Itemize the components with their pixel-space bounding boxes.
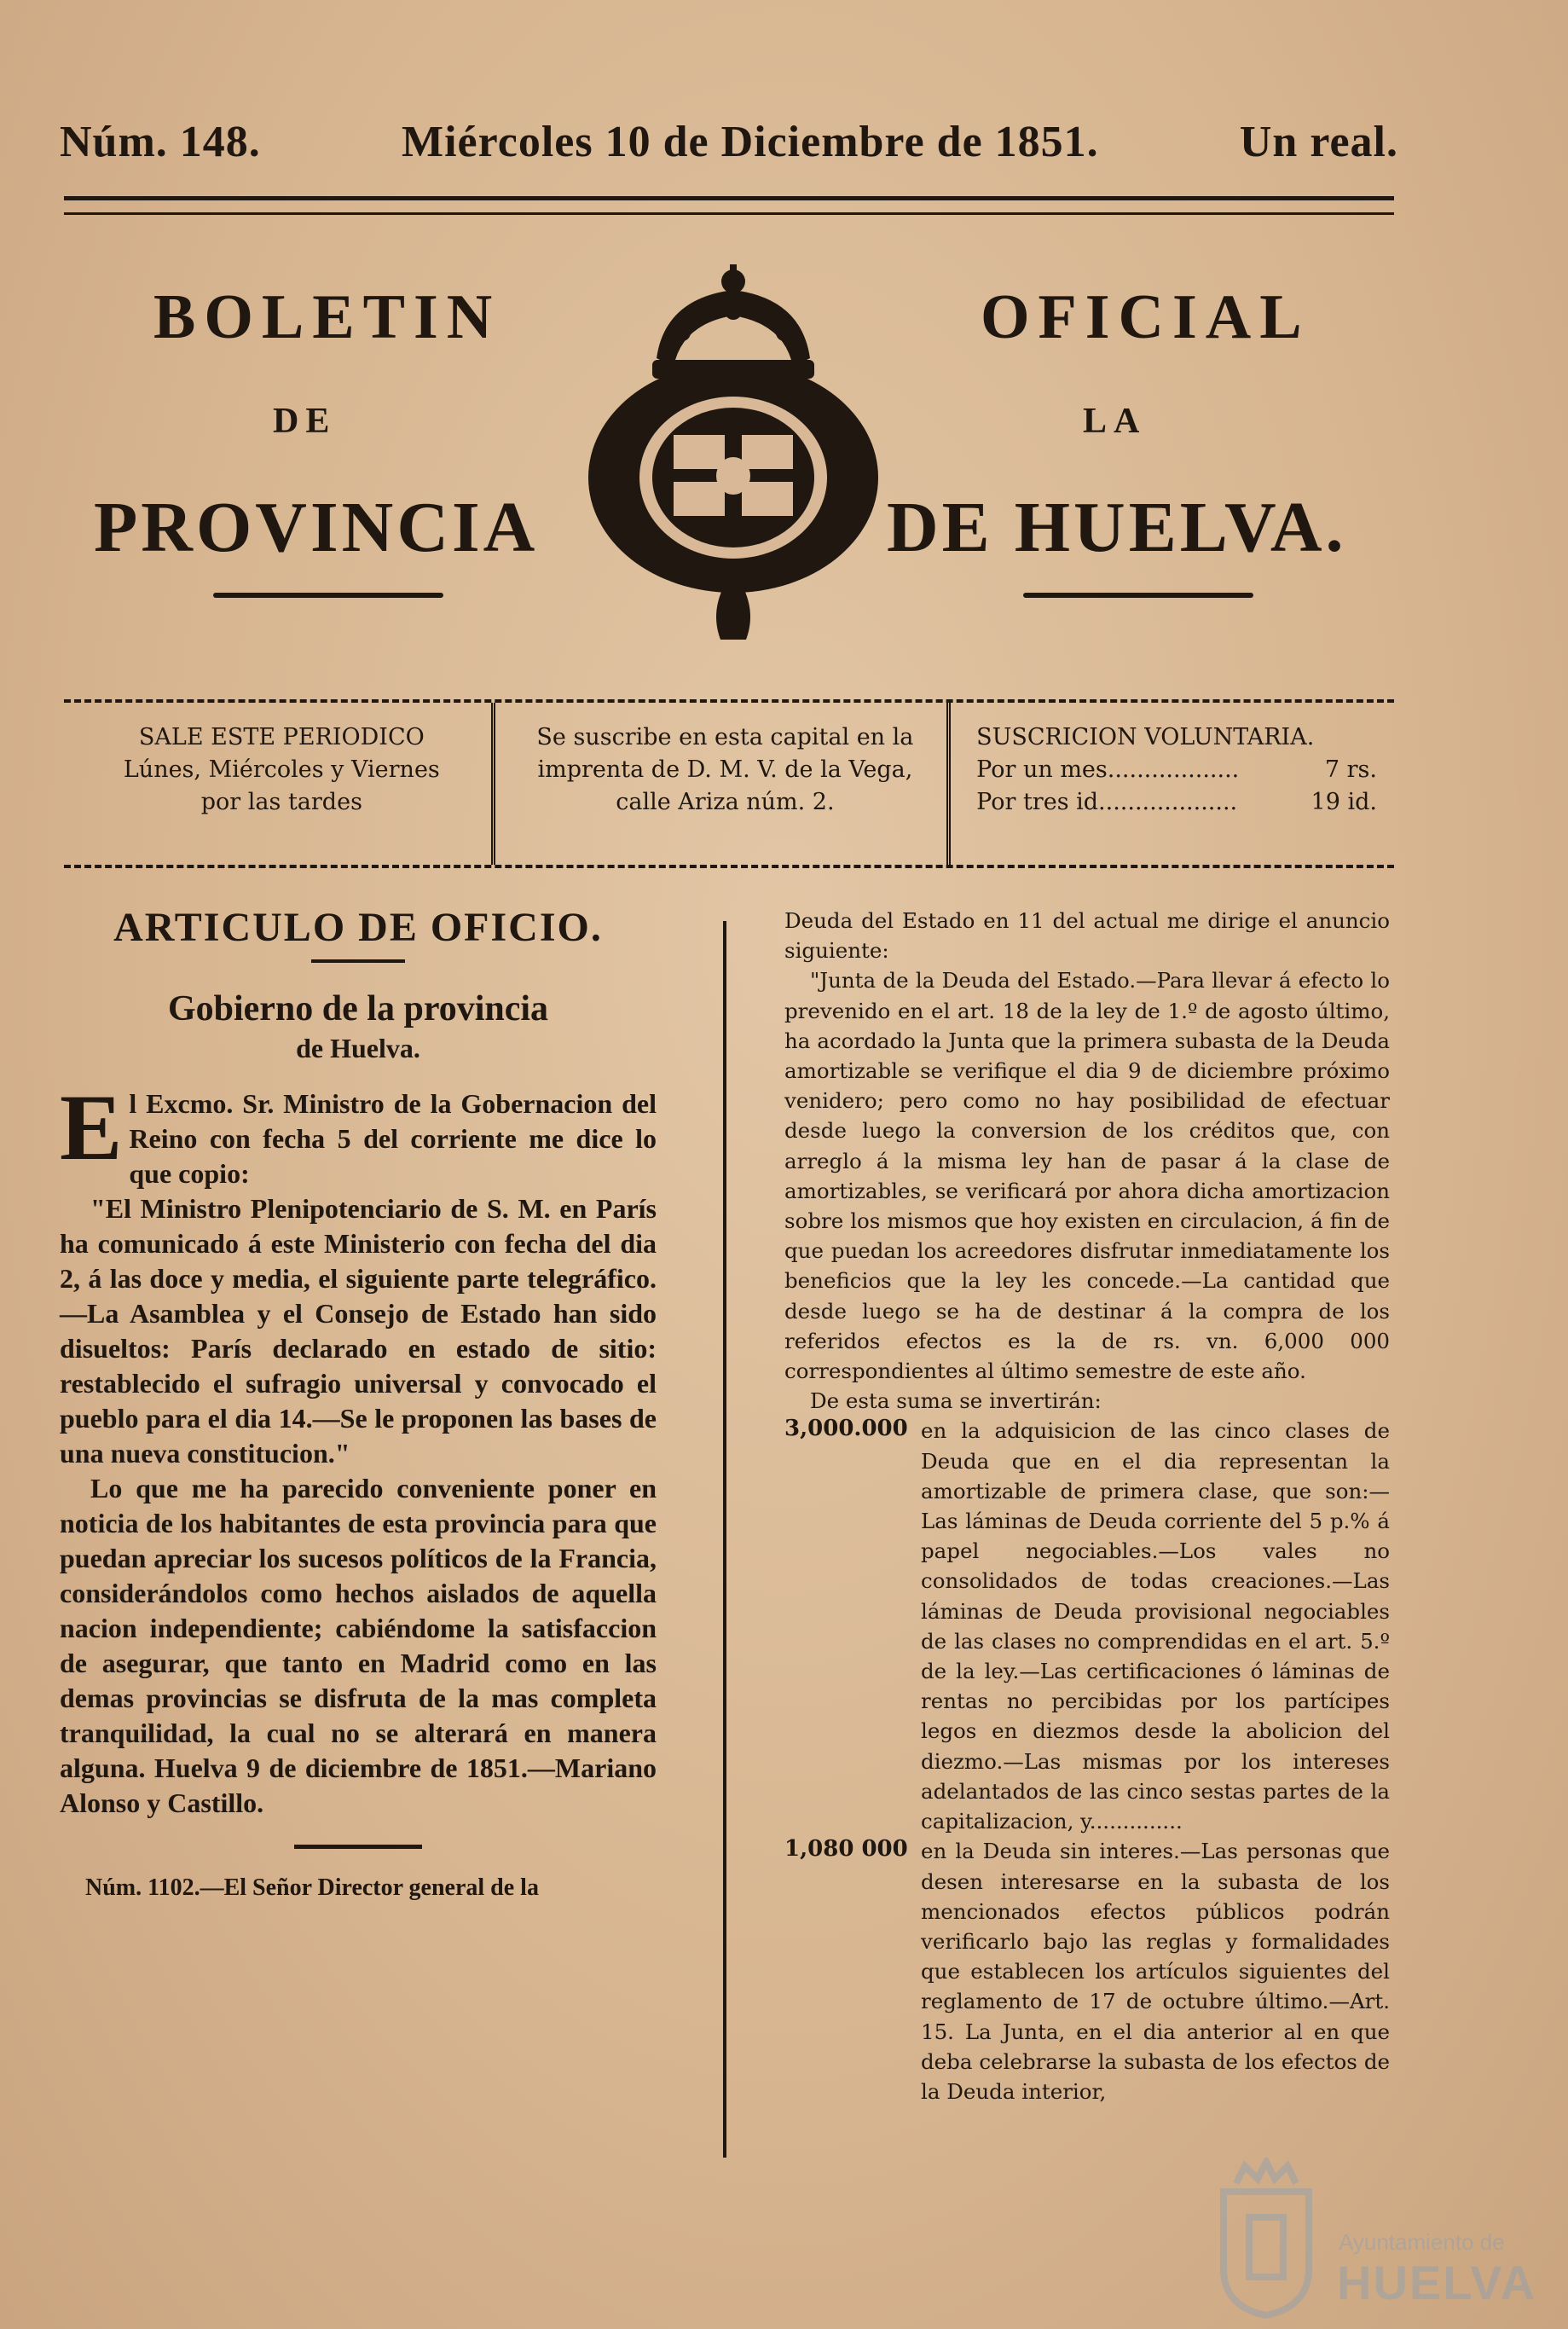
royal-coat-of-arms-icon: [580, 264, 887, 648]
masthead-rule: [64, 196, 1394, 215]
amount-entry: [784, 1836, 1390, 2106]
paragraph: "El Ministro Plenipotenciario de S. M. en París ha comunicado á este Ministerio con fecha del dia 2, á las doce y media, el siguiente parte telegráfico.—La Asamblea y el Consejo de Estado han sido disueltos: París declarado en estado de sitio: restablecido el sufragio universal y convocado el pueblo para el dia 14.—Se le proponen las bases de una nueva constitucion.": [60, 1193, 657, 1469]
paragraph: Núm. 1102.—El Señor Director general de la: [85, 1874, 539, 1901]
paragraph: De esta suma se invertirán:: [810, 1388, 1102, 1414]
title-oficial: OFICIAL: [981, 282, 1311, 352]
title-de-huelva: DE HUELVA.: [887, 488, 1347, 567]
prices-title: SUSCRICION VOLUNTARIA.: [976, 724, 1315, 750]
amount-value: 1,080 000: [784, 1836, 908, 1863]
section-title: ARTICULO DE OFICIO.: [113, 905, 603, 950]
city-shield-icon: [1211, 2158, 1322, 2320]
title-boletin: BOLETIN: [153, 282, 501, 352]
drop-cap: E: [60, 1075, 123, 1179]
publication-schedule: [64, 703, 495, 865]
article-subtitle: de Huelva.: [296, 1033, 420, 1063]
column-divider: [723, 921, 726, 2158]
issue-date: Miércoles 10 de Diciembre de 1851.: [402, 117, 1099, 166]
article-title: Gobierno de la provincia: [167, 989, 549, 1028]
subscription-place: [495, 703, 951, 865]
place-line-2: imprenta de D. M. V. de la Vega,: [537, 756, 913, 783]
schedule-title: SALE ESTE PERIODICO: [138, 724, 425, 750]
paragraph: Lo que me ha parecido conveniente poner en noticia de los habitantes de esta provincia para que puedan apreciar los sucesos políticos de la Francia, considerándolos como hechos aislados de aquella nacion independiente; cabiéndome la satisfaccion de asegurar, que tanto en Madrid como en las demas provincias se disfruta de la mas completa tranquilidad, la cual no se alterará en manera alguna. Huelva 9 de diciembre de 1851.—Mariano Alonso y Castillo.: [60, 1473, 657, 1818]
amount-description: en la Deuda sin interes.—Las personas que desen interesarse en la subasta de los mencionados efectos públicos podrán verificarlo bajo las reglas y formalidades que establecen los artículos siguientes del reglamento de 17 de octubre último.—Art. 15. La Junta, en el dia anterior al en que deba celebrarse la subasta de los efectos de la Deuda interior,: [921, 1839, 1390, 2104]
price-value: 19 id.: [1311, 789, 1377, 815]
price-row: [976, 786, 1377, 819]
left-column: [60, 904, 657, 1903]
paragraph: Deuda del Estado en 11 del actual me dirige el anuncio siguiente:: [784, 908, 1390, 964]
title-provincia: PROVINCIA: [94, 488, 539, 567]
price-value: 7 rs.: [1324, 756, 1377, 783]
paragraph: "Junta de la Deuda del Estado.—Para llevar á efecto lo prevenido en el art. 18 de la ley de 1.º de agosto último, ha acordado la Junta que la primera subasta de la Deuda amortizable se verifique el dia 9 de diciembre próximo venidero; pero como no hay posibilidad de efectuar desde luego la conversion de los créditos que, con arreglo á la misma ley han de pasar á la clase de amortizables, se verificará por ahora dicha amortizacion sobre los mismos que hoy existen en circulacion, á fin de que puedan los acreedores disfrutar inmediatamente los beneficios que la ley les concede.—La cantidad que desde luego se ha de destinar á la compra de los referidos efectos es la de rs. vn. 6,000 000 correspondientes al último semestre de este año.: [784, 968, 1390, 1384]
flourish-left: [213, 593, 443, 598]
watermark-main-text: HUELVA: [1337, 2256, 1536, 2309]
paragraph-text: l Excmo. Sr. Ministro de la Gobernacion del Reino con fecha 5 del corriente me dice lo que copio:: [129, 1088, 657, 1189]
schedule-time: por las tardes: [200, 789, 362, 815]
price-label: Por tres id...................: [976, 789, 1238, 815]
subscription-box: [64, 699, 1394, 868]
issue-price: Un real.: [1239, 117, 1398, 166]
paragraph: [60, 1075, 657, 1191]
archive-watermark: [1211, 2158, 1535, 2320]
amount-entry: [784, 1416, 1390, 1836]
title-la: LA: [1083, 402, 1147, 441]
price-row: [976, 754, 1377, 786]
schedule-days: Lúnes, Miércoles y Viernes: [123, 756, 440, 783]
flourish-right: [1023, 593, 1253, 598]
place-line-3: calle Ariza núm. 2.: [616, 789, 835, 815]
watermark-top-text: Ayuntamiento de: [1339, 2229, 1505, 2255]
issue-number: Núm. 148.: [60, 117, 261, 166]
price-label: Por un mes..................: [976, 756, 1240, 783]
section-rule: [311, 959, 405, 963]
title-de: DE: [273, 402, 337, 441]
amount-value: 3,000.000: [784, 1416, 908, 1442]
subscription-prices: [951, 703, 1394, 865]
amount-description: en la adquisicion de las cinco clases de Deuda que en el dia representan la amortizable de primera clase, que son:—Las láminas de Deuda corriente del 5 p.% á papel negociables.—Los vales no consolidados de todas creaciones.—Las láminas de Deuda provisional negociables de las clases no comprendidas en el art. 5.º de la ley.—Las certificaciones ó láminas de rentas no percibidas por los partícipes legos en diezmos desde la abolicion del diezmo.—Las mismas por los intereses adelantados de las cinco sestas partes de la capitalizacion, y..............: [921, 1418, 1390, 1834]
separator-rule: [294, 1845, 422, 1849]
place-line-1: Se suscribe en esta capital en la: [536, 724, 914, 750]
issue-line: [60, 118, 1398, 165]
right-column: [784, 906, 1390, 2106]
